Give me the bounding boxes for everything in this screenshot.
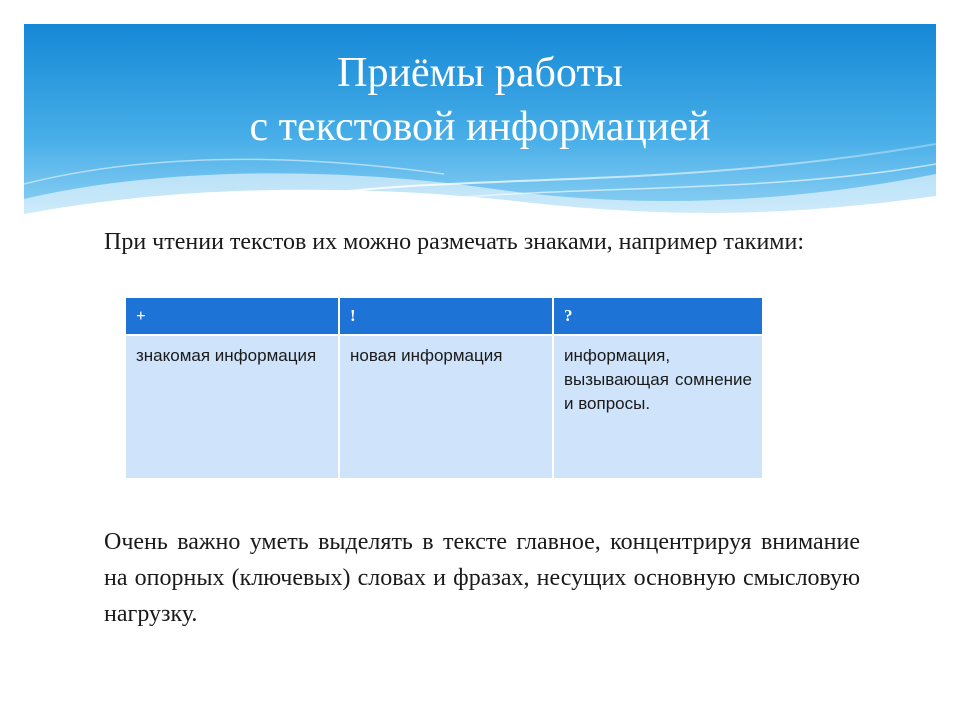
marks-table: [124, 298, 764, 478]
header-cell-plus: +: [126, 298, 338, 336]
cell-known-info: знакомая информация: [126, 336, 338, 478]
header-cell-question: ?: [554, 298, 762, 336]
table-row: [126, 336, 762, 478]
table-header-row: [126, 298, 762, 336]
cell-doubt-info: информация, вызывающая сомнение и вопросы.: [554, 336, 762, 478]
outro-paragraph: Очень важно уметь выделять в тексте главное, концентрируя внимание на опорных (ключевых) словах и фразах, несущих основную смысловую нагрузку.: [104, 529, 860, 627]
cell-new-info: новая информация: [340, 336, 552, 478]
title-line-2: с текстовой информацией: [249, 104, 711, 150]
intro-paragraph: При чтении текстов их можно размечать знаками, например такими:: [104, 229, 805, 255]
title-line-1: Приёмы работы: [337, 50, 623, 96]
slide-title: [24, 46, 936, 154]
header-cell-exclamation: !: [340, 298, 552, 336]
